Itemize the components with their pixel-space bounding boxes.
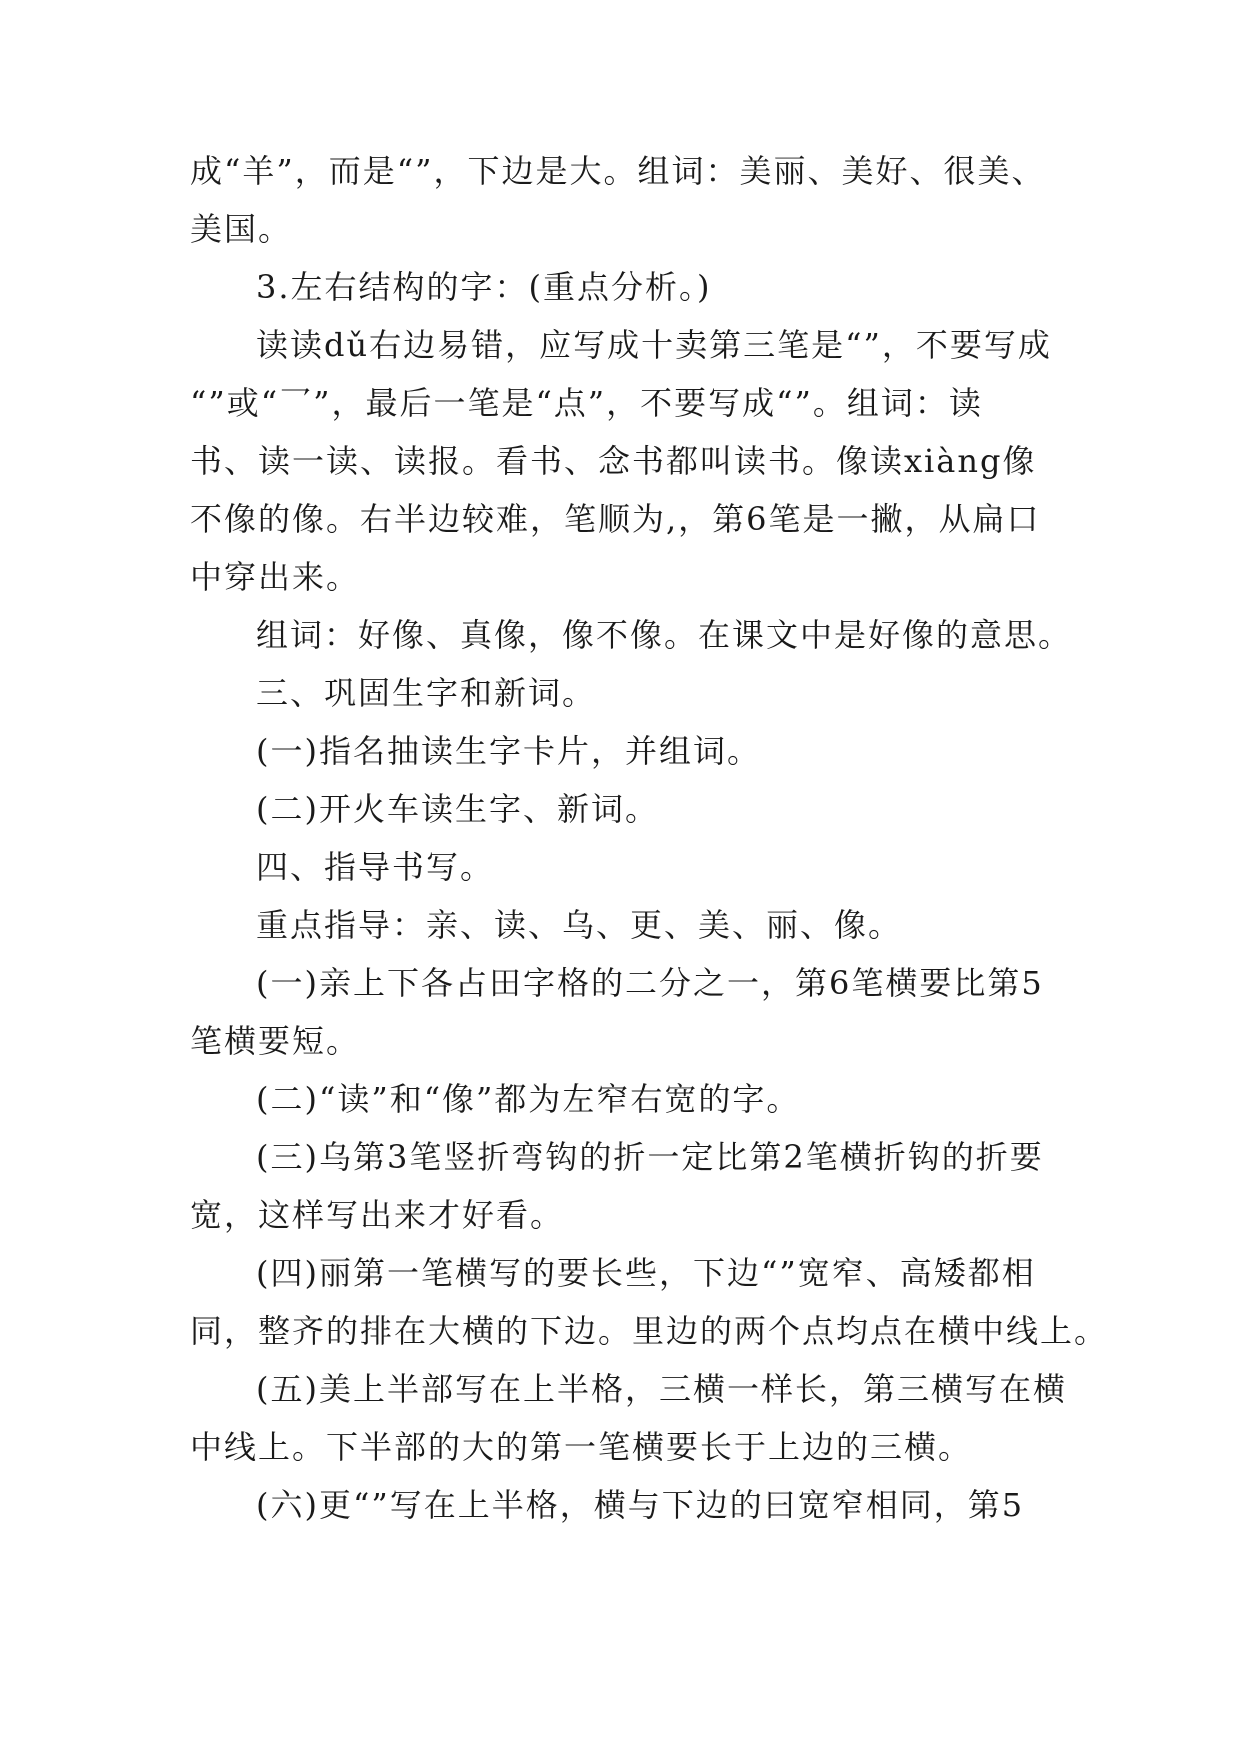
text-line: 中线上。下半部的大的第一笔横要长于上边的三横。	[190, 1428, 973, 1466]
text-line: 笔横要短。	[190, 1022, 361, 1060]
list-item: (一)指名抽读生字卡片，并组词。	[256, 732, 761, 770]
text-line: 组词：好像、真像，像不像。在课文中是好像的意思。	[256, 616, 1073, 654]
list-item: (一)亲上下各占田字格的二分之一，第6笔横要比第5	[256, 964, 1044, 1002]
text-line: 读读dǔ右边易错，应写成十卖第三笔是“”，不要写成	[256, 326, 1052, 364]
text-line: 宽，这样写出来才好看。	[190, 1196, 565, 1234]
text-line: 不像的像。右半边较难，笔顺为,，第6笔是一撇，从扁口	[190, 500, 1041, 538]
list-item: (四)丽第一笔横写的要长些，下边“”宽窄、高矮都相	[256, 1254, 1036, 1292]
list-item: (二)开火车读生字、新词。	[256, 790, 659, 828]
list-item: (五)美上半部写在上半格，三横一样长，第三横写在横	[256, 1370, 1067, 1408]
list-item: (二)“读”和“像”都为左窄右宽的字。	[256, 1080, 801, 1118]
text-line: 美国。	[190, 210, 293, 248]
text-line: 同，整齐的排在大横的下边。里边的两个点均点在横中线上。	[190, 1312, 1109, 1350]
section-heading: 四、指导书写。	[256, 848, 495, 886]
text-line: 中穿出来。	[190, 558, 361, 596]
section-heading: 三、巩固生字和新词。	[256, 674, 597, 712]
list-item: (六)更“”写在上半格，横与下边的曰宽窄相同，第5	[256, 1486, 1025, 1524]
text-line: 成“羊”，而是“”，下边是大。组词：美丽、美好、很美、	[190, 152, 1046, 190]
list-item: (三)乌第3笔竖折弯钩的折一定比第2笔横折钩的折要	[256, 1138, 1044, 1176]
text-line: 重点指导：亲、读、乌、更、美、丽、像。	[256, 906, 903, 944]
section-heading: 3.左右结构的字：(重点分析。)	[256, 268, 712, 306]
text-line: “”或“乛”，最后一笔是“点”，不要写成“”。组词：读	[190, 384, 983, 422]
text-line: 书、读一读、读报。看书、念书都叫读书。像读xiàng像	[190, 442, 1037, 480]
